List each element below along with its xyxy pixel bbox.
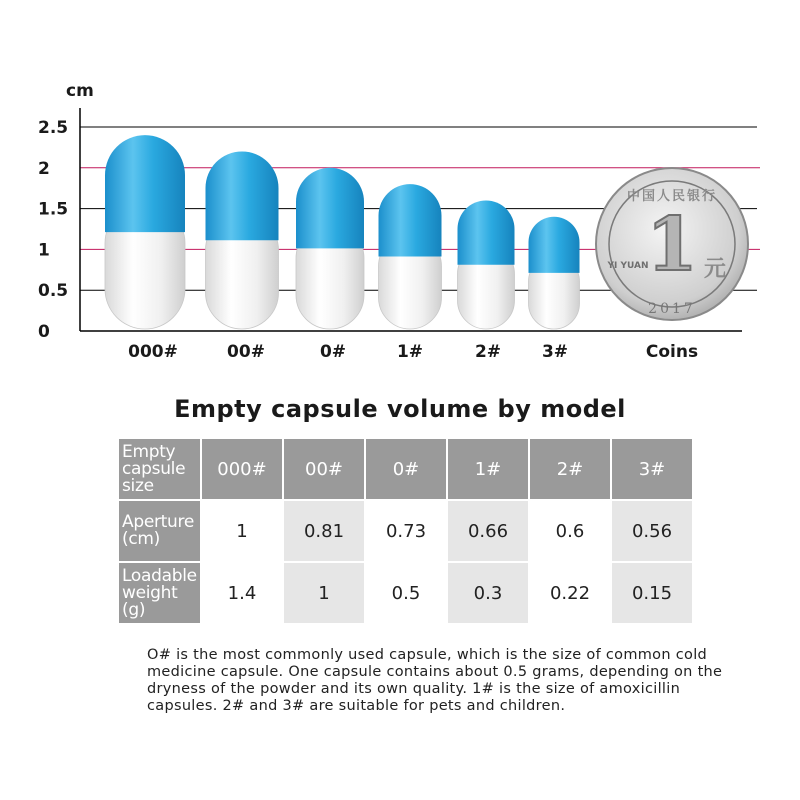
- capsule-top: [529, 217, 580, 273]
- description-note: O# is the most commonly used capsule, which is the size of common cold medicine capsule. One capsule contains about 0.5 grams, depending on the dryness of the powder and its own quality. 1# is the size of amoxicillin capsules. 2# and 3# are suitable for pets and children.: [147, 647, 723, 714]
- column-header: 2#: [530, 439, 610, 499]
- category-label: 0#: [319, 342, 347, 362]
- coin-unit: 元: [703, 257, 727, 282]
- column-header: 3#: [612, 439, 692, 499]
- category-label: 00#: [227, 342, 265, 362]
- row-label: Aperture (cm): [119, 501, 200, 561]
- y-tick-label: 0.5: [38, 281, 69, 302]
- column-header: 000#: [202, 439, 282, 499]
- capsule-top: [206, 151, 279, 240]
- capsule-top: [105, 135, 185, 232]
- table-cell: 0.66: [448, 501, 528, 561]
- table-row-aperture: [119, 501, 692, 561]
- table-title: Empty capsule volume by model: [174, 395, 626, 423]
- coin-pinyin: YI YUAN: [607, 261, 649, 271]
- header-label: Empty capsule size: [119, 439, 200, 499]
- capsule-bar: [379, 184, 442, 329]
- category-label: Coins: [645, 342, 699, 362]
- row-label: Loadable weight (g): [119, 563, 200, 623]
- y-tick-label: 2: [38, 158, 50, 179]
- table-cell: 1: [284, 563, 364, 623]
- table-cell: 0.15: [612, 563, 692, 623]
- coin-denomination: 1: [646, 202, 698, 288]
- y-axis-unit-label: cm: [66, 81, 94, 101]
- category-label: 2#: [474, 342, 502, 362]
- y-tick-label: 0: [38, 322, 50, 342]
- y-axis-ticks: [38, 118, 68, 342]
- coin-image: [596, 168, 748, 320]
- table-cell: 0.6: [530, 501, 610, 561]
- category-label: 1#: [396, 342, 424, 362]
- capsule-bar: [458, 200, 515, 329]
- table-cell: 0.73: [366, 501, 446, 561]
- table-cell: 1.4: [202, 563, 282, 623]
- y-tick-label: 1: [38, 240, 50, 261]
- column-header: 00#: [284, 439, 364, 499]
- capsule-top: [296, 168, 364, 249]
- category-label: 000#: [128, 342, 178, 362]
- column-header: 1#: [448, 439, 528, 499]
- capsule-bar: [529, 217, 580, 329]
- table-row-loadable-weight: [119, 563, 692, 623]
- column-header: 0#: [366, 439, 446, 499]
- table-cell: 0.56: [612, 501, 692, 561]
- capsule-bar: [105, 135, 185, 329]
- capsule-spec-table: [117, 437, 694, 625]
- capsule-marks: [105, 135, 580, 329]
- capsule-bar: [296, 168, 364, 329]
- capsule-top: [458, 200, 515, 264]
- table-cell: 0.81: [284, 501, 364, 561]
- category-labels: [128, 342, 698, 362]
- y-tick-label: 1.5: [38, 199, 69, 220]
- table-cell: 0.3: [448, 563, 528, 623]
- category-label: 3#: [541, 342, 569, 362]
- table-cell: 0.5: [366, 563, 446, 623]
- capsule-size-chart: [0, 0, 800, 380]
- table-header-row: [119, 439, 692, 499]
- table-cell: 1: [202, 501, 282, 561]
- coin-issuer-text: 中国人民银行: [626, 189, 718, 204]
- capsule-bar: [206, 151, 279, 329]
- table-cell: 0.22: [530, 563, 610, 623]
- y-tick-label: 2.5: [38, 118, 69, 138]
- capsule-top: [379, 184, 442, 256]
- coin-year: 2017: [648, 301, 696, 317]
